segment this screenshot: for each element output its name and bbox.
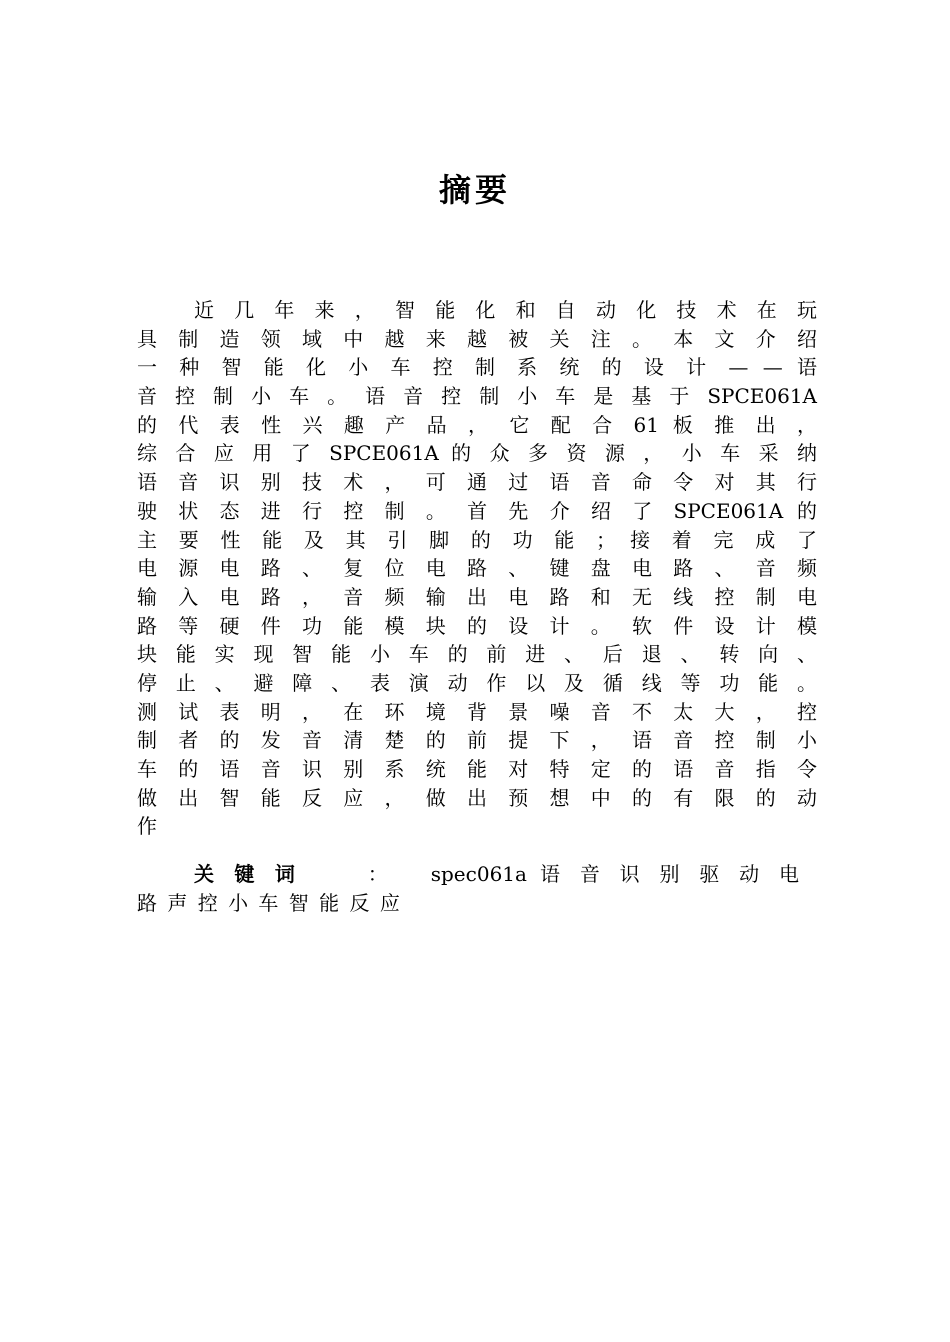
abstract-body (137, 296, 817, 841)
abstract-line: 制 者 的 发 音 清 楚 的 前 提 下 ， 语 音 控 制 小 (137, 728, 817, 753)
keywords-section (137, 860, 799, 917)
abstract-line: 语 音 识 别 技 术 ， 可 通 过 语 音 命 令 对 其 行 (137, 470, 817, 495)
abstract-line: 综 合 应 用 了 SPCE061A 的 众 多 资 源 ， 小 车 采 纳 (137, 441, 817, 466)
keywords-line-1 (137, 860, 799, 889)
keywords-colon: ： (367, 862, 395, 886)
abstract-line: 音 控 制 小 车 。 语 音 控 制 小 车 是 基 于 SPCE061A (137, 384, 817, 409)
abstract-line: 主 要 性 能 及 其 引 脚 的 功 能 ； 接 着 完 成 了 (137, 527, 817, 552)
abstract-line: 测 试 表 明 ， 在 环 境 背 景 噪 音 不 太 大 ， 控 (137, 699, 817, 724)
page-title: 摘要 (438, 171, 511, 209)
abstract-line: 电 源 电 路 、 复 位 电 路 、 键 盘 电 路 、 音 频 (137, 556, 817, 581)
keywords-list-2: 路 声 控 小 车 智 能 反 应 (137, 890, 402, 915)
abstract-line: 输 入 电 路 ， 音 频 输 出 电 路 和 无 线 控 制 电 (137, 584, 817, 609)
abstract-line: 一 种 智 能 化 小 车 控 制 系 统 的 设 计 — — 语 (137, 355, 817, 380)
abstract-line: 驶 状 态 进 行 控 制 。 首 先 介 绍 了 SPCE061A 的 (137, 498, 817, 523)
keywords-list-1: spec061a 语 音 识 别 驱 动 电 (430, 862, 800, 886)
abstract-line: 块 能 实 现 智 能 小 车 的 前 进 、 后 退 、 转 向 、 (137, 642, 817, 667)
abstract-line: 作 (137, 814, 157, 839)
abstract-line: 具 制 造 领 域 中 越 来 越 被 关 注 。 本 文 介 绍 (137, 326, 817, 351)
abstract-line: 近 几 年 来 ， 智 能 化 和 自 动 化 技 术 在 玩 (194, 298, 817, 322)
keywords-label: 关 键 词 (194, 862, 302, 886)
abstract-line: 停 止 、 避 障 、 表 演 动 作 以 及 循 线 等 功 能 。 (137, 670, 817, 695)
abstract-line: 做 出 智 能 反 应 ， 做 出 预 想 中 的 有 限 的 动 (137, 785, 817, 810)
abstract-line: 的 代 表 性 兴 趣 产 品 ， 它 配 合 61 板 推 出 ， (137, 412, 817, 437)
abstract-line: 车 的 语 音 识 别 系 统 能 对 特 定 的 语 音 指 令 (137, 757, 817, 781)
keywords-line-2 (137, 889, 799, 918)
abstract-line: 路 等 硬 件 功 能 模 块 的 设 计 。 软 件 设 计 模 (137, 613, 817, 638)
